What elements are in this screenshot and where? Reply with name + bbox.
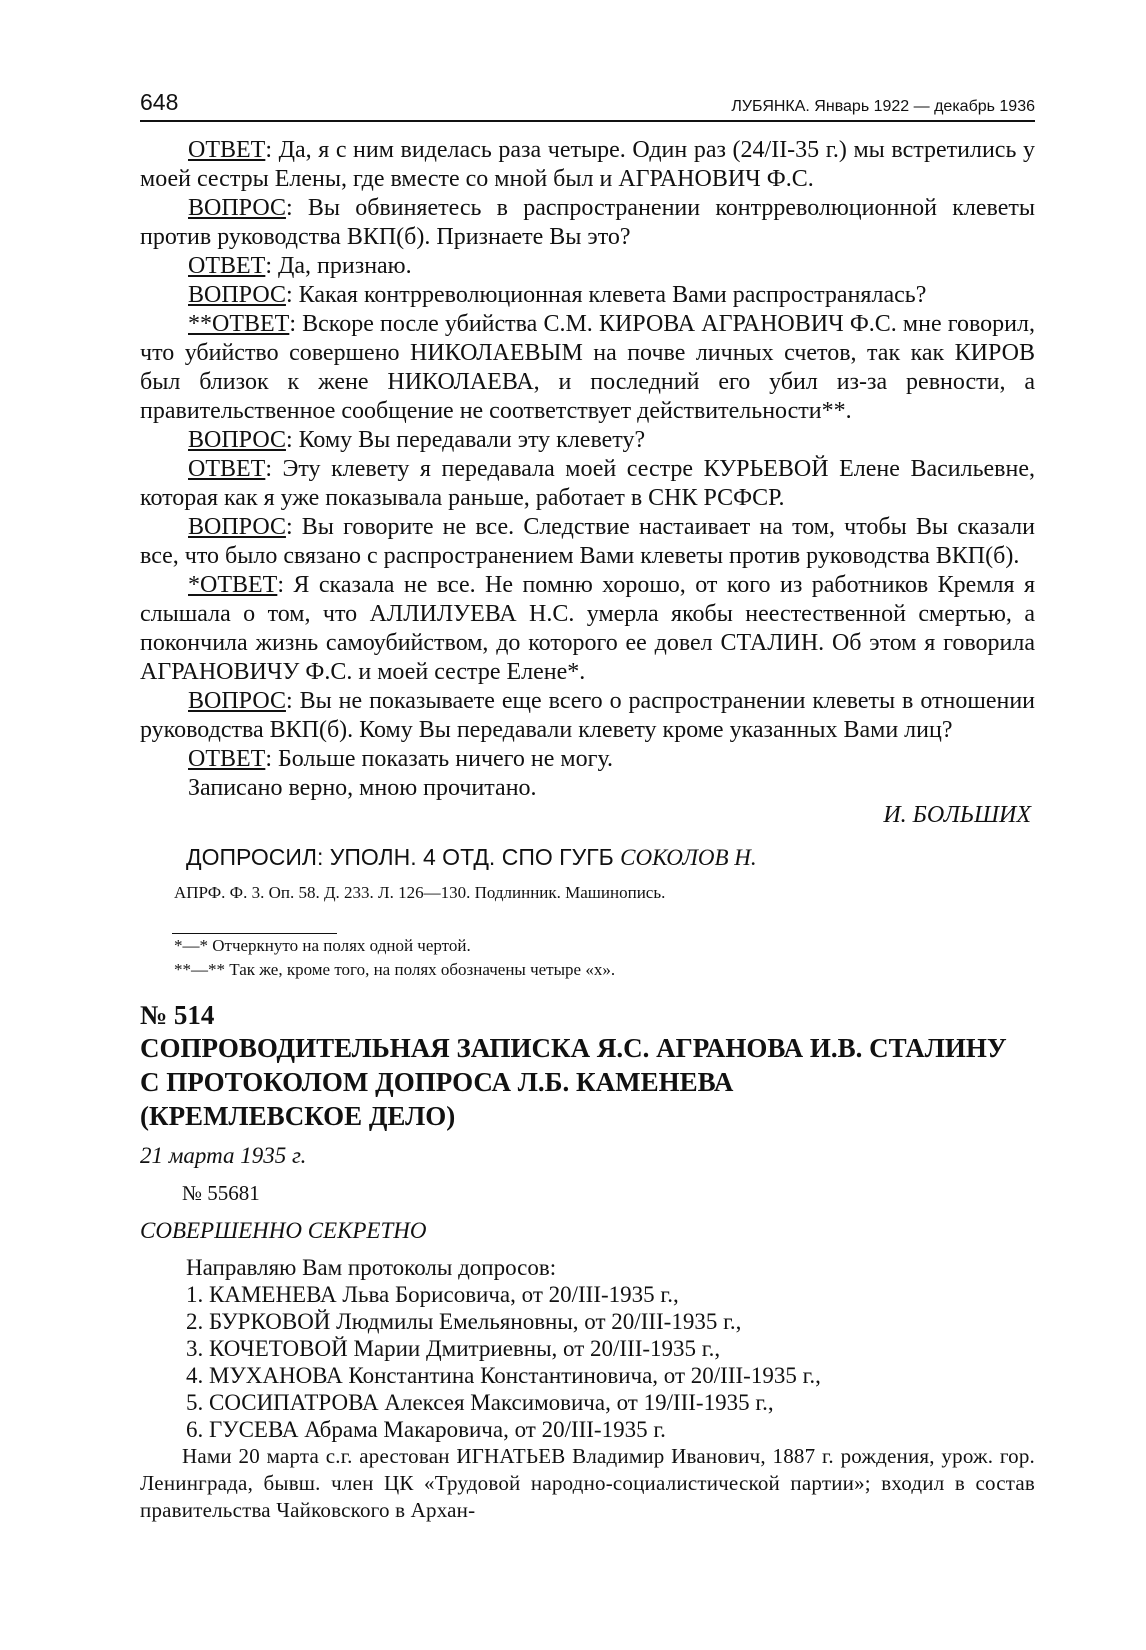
transcript-text: : Вскоре после убийства С.М. КИРОВА АГРАНОВИЧ Ф.С. мне говорил, что убийство совершено НИКОЛАЕВЫМ на почве личных счетов, так как КИРОВ был близок к жене НИКОЛАЕВА, и последний его убил из-за ревности, а правительственное сообщение не соответствует действительности**. (140, 311, 1035, 424)
transcript-text: : Вы говорите не все. Следствие настаивает на том, чтобы Вы сказали все, что было связано с распространением Вами клеветы против руководства ВКП(б). (140, 514, 1035, 569)
document-date: 21 марта 1935 г. (140, 1143, 307, 1168)
speaker-label: ОТВЕТ (188, 746, 266, 772)
document-title-line: (КРЕМЛЕВСКОЕ ДЕЛО) (140, 1101, 456, 1131)
protocol-list-item: 5. СОСИПАТРОВА Алексея Максимовича, от 19/III-1935 г., (186, 1390, 774, 1415)
transcript-paragraph (140, 513, 1035, 571)
document-title-line: С ПРОТОКОЛОМ ДОПРОСА Л.Б. КАМЕНЕВА (140, 1067, 734, 1097)
speaker-label: ОТВЕТ (188, 137, 266, 163)
speaker-label: ОТВЕТ (188, 456, 266, 482)
transcript-paragraph (140, 310, 1035, 426)
protocol-list-item: 4. МУХАНОВА Константина Константиновича, от 20/III-1935 г., (186, 1363, 821, 1388)
transcript-paragraph (140, 745, 1035, 774)
letter-body (140, 1254, 1035, 1524)
secrecy-stamp: СОВЕРШЕННО СЕКРЕТНО (140, 1218, 427, 1243)
speaker-label: ВОПРОС (188, 514, 286, 540)
interrogator-name: СОКОЛОВ Н. (620, 845, 757, 870)
transcript-text: : Эту клевету я передавала моей сестре КУРЬЕВОЙ Елене Васильевне, которая как я уже показывала раньше, работает в СНК РСФСР. (140, 456, 1035, 511)
interrogated-by-label: ДОПРОСИЛ: УПОЛН. 4 ОТД. СПО ГУГБ (186, 844, 621, 870)
page-number: 648 (140, 89, 179, 115)
footnote: *—* Отчеркнуто на полях одной чертой. (174, 936, 471, 955)
speaker-label: ОТВЕТ (188, 253, 266, 279)
running-title: ЛУБЯНКА. Январь 1922 — декабрь 1936 (731, 98, 1035, 115)
protocol-list-item: 6. ГУСЕВА Абрама Макаровича, от 20/III-1935 г. (186, 1417, 666, 1442)
letter-closing-paragraph: Нами 20 марта с.г. арестован ИГНАТЬЕВ Владимир Иванович, 1887 г. рождения, урож. гор. Ленинграда, бывш. член ЦК «Трудовой народно-социалистической партии»; входил в состав правительства Чайковского в Архан- (140, 1444, 1035, 1522)
archive-source: АПРФ. Ф. 3. Оп. 58. Д. 233. Л. 126—130. Подлинник. Машинопись. (174, 883, 666, 902)
transcript-paragraph (140, 281, 1035, 310)
document-page (140, 89, 1035, 1524)
document-title-line: СОПРОВОДИТЕЛЬНАЯ ЗАПИСКА Я.С. АГРАНОВА И.В. СТАЛИНУ (140, 1033, 1007, 1063)
transcript-text: : Больше показать ничего не могу. (265, 746, 614, 772)
footnote: **—** Так же, кроме того, на полях обозначены четыре «х». (174, 960, 616, 979)
protocol-list-item: 2. БУРКОВОЙ Людмилы Емельяновны, от 20/III-1935 г., (186, 1309, 742, 1334)
speaker-label: ВОПРОС (188, 427, 286, 453)
transcript-paragraph (140, 136, 1035, 194)
letter-intro: Направляю Вам протоколы допросов: (186, 1255, 557, 1280)
speaker-label: **ОТВЕТ (188, 311, 290, 337)
interrogated-by-line (140, 844, 1035, 871)
interrogation-transcript (140, 136, 1035, 830)
document-number: № 514 (140, 1000, 215, 1030)
speaker-label: ВОПРОС (188, 688, 286, 714)
speaker-label: ВОПРОС (188, 282, 286, 308)
speaker-label: ВОПРОС (188, 195, 286, 221)
transcript-paragraph (140, 194, 1035, 252)
registration-number: № 55681 (182, 1181, 260, 1205)
page-header (140, 89, 1035, 122)
transcript-text: : Кому Вы передавали эту клевету? (285, 427, 646, 453)
transcript-paragraph (140, 426, 1035, 455)
transcript-text: : Вы обвиняетесь в распространении контрреволюционной клеветы против руководства ВКП(б). Признаете Вы это? (140, 195, 1035, 250)
protocol-list-item: 3. КОЧЕТОВОЙ Марии Дмитриевны, от 20/III-1935 г., (186, 1336, 721, 1361)
speaker-label: *ОТВЕТ (188, 572, 278, 598)
transcript-text: : Вы не показываете еще всего о распространении клеветы в отношении руководства ВКП(б). Кому Вы передавали клевету кроме указанных Вами лиц? (140, 688, 1035, 743)
signature: И. БОЛЬШИХ (883, 802, 1031, 828)
transcript-text: : Какая контрреволюционная клевета Вами распространялась? (285, 282, 927, 308)
transcript-paragraph (140, 687, 1035, 745)
protocol-list-item: 1. КАМЕНЕВА Льва Борисовича, от 20/III-1935 г., (186, 1282, 679, 1307)
transcript-paragraph (140, 571, 1035, 687)
certification-line: Записано верно, мною прочитано. (188, 775, 537, 801)
transcript-text: : Да, признаю. (265, 253, 412, 279)
transcript-text: : Я сказала не все. Не помню хорошо, от кого из работников Кремля я слышала о том, что АЛЛИЛУЕВА Н.С. умерла якобы неестественной смертью, а покончила жизнь самоубийством, до которого ее довел СТАЛИН. Об этом я говорила АГРАНОВИЧУ Ф.С. и моей сестре Елене*. (140, 572, 1035, 685)
transcript-paragraph (140, 455, 1035, 513)
transcript-paragraph (140, 252, 1035, 281)
transcript-text: : Да, я с ним виделась раза четыре. Один раз (24/II-35 г.) мы встретились у моей сестры Елены, где вместе со мной был и АГРАНОВИЧ Ф.С. (140, 137, 1035, 192)
